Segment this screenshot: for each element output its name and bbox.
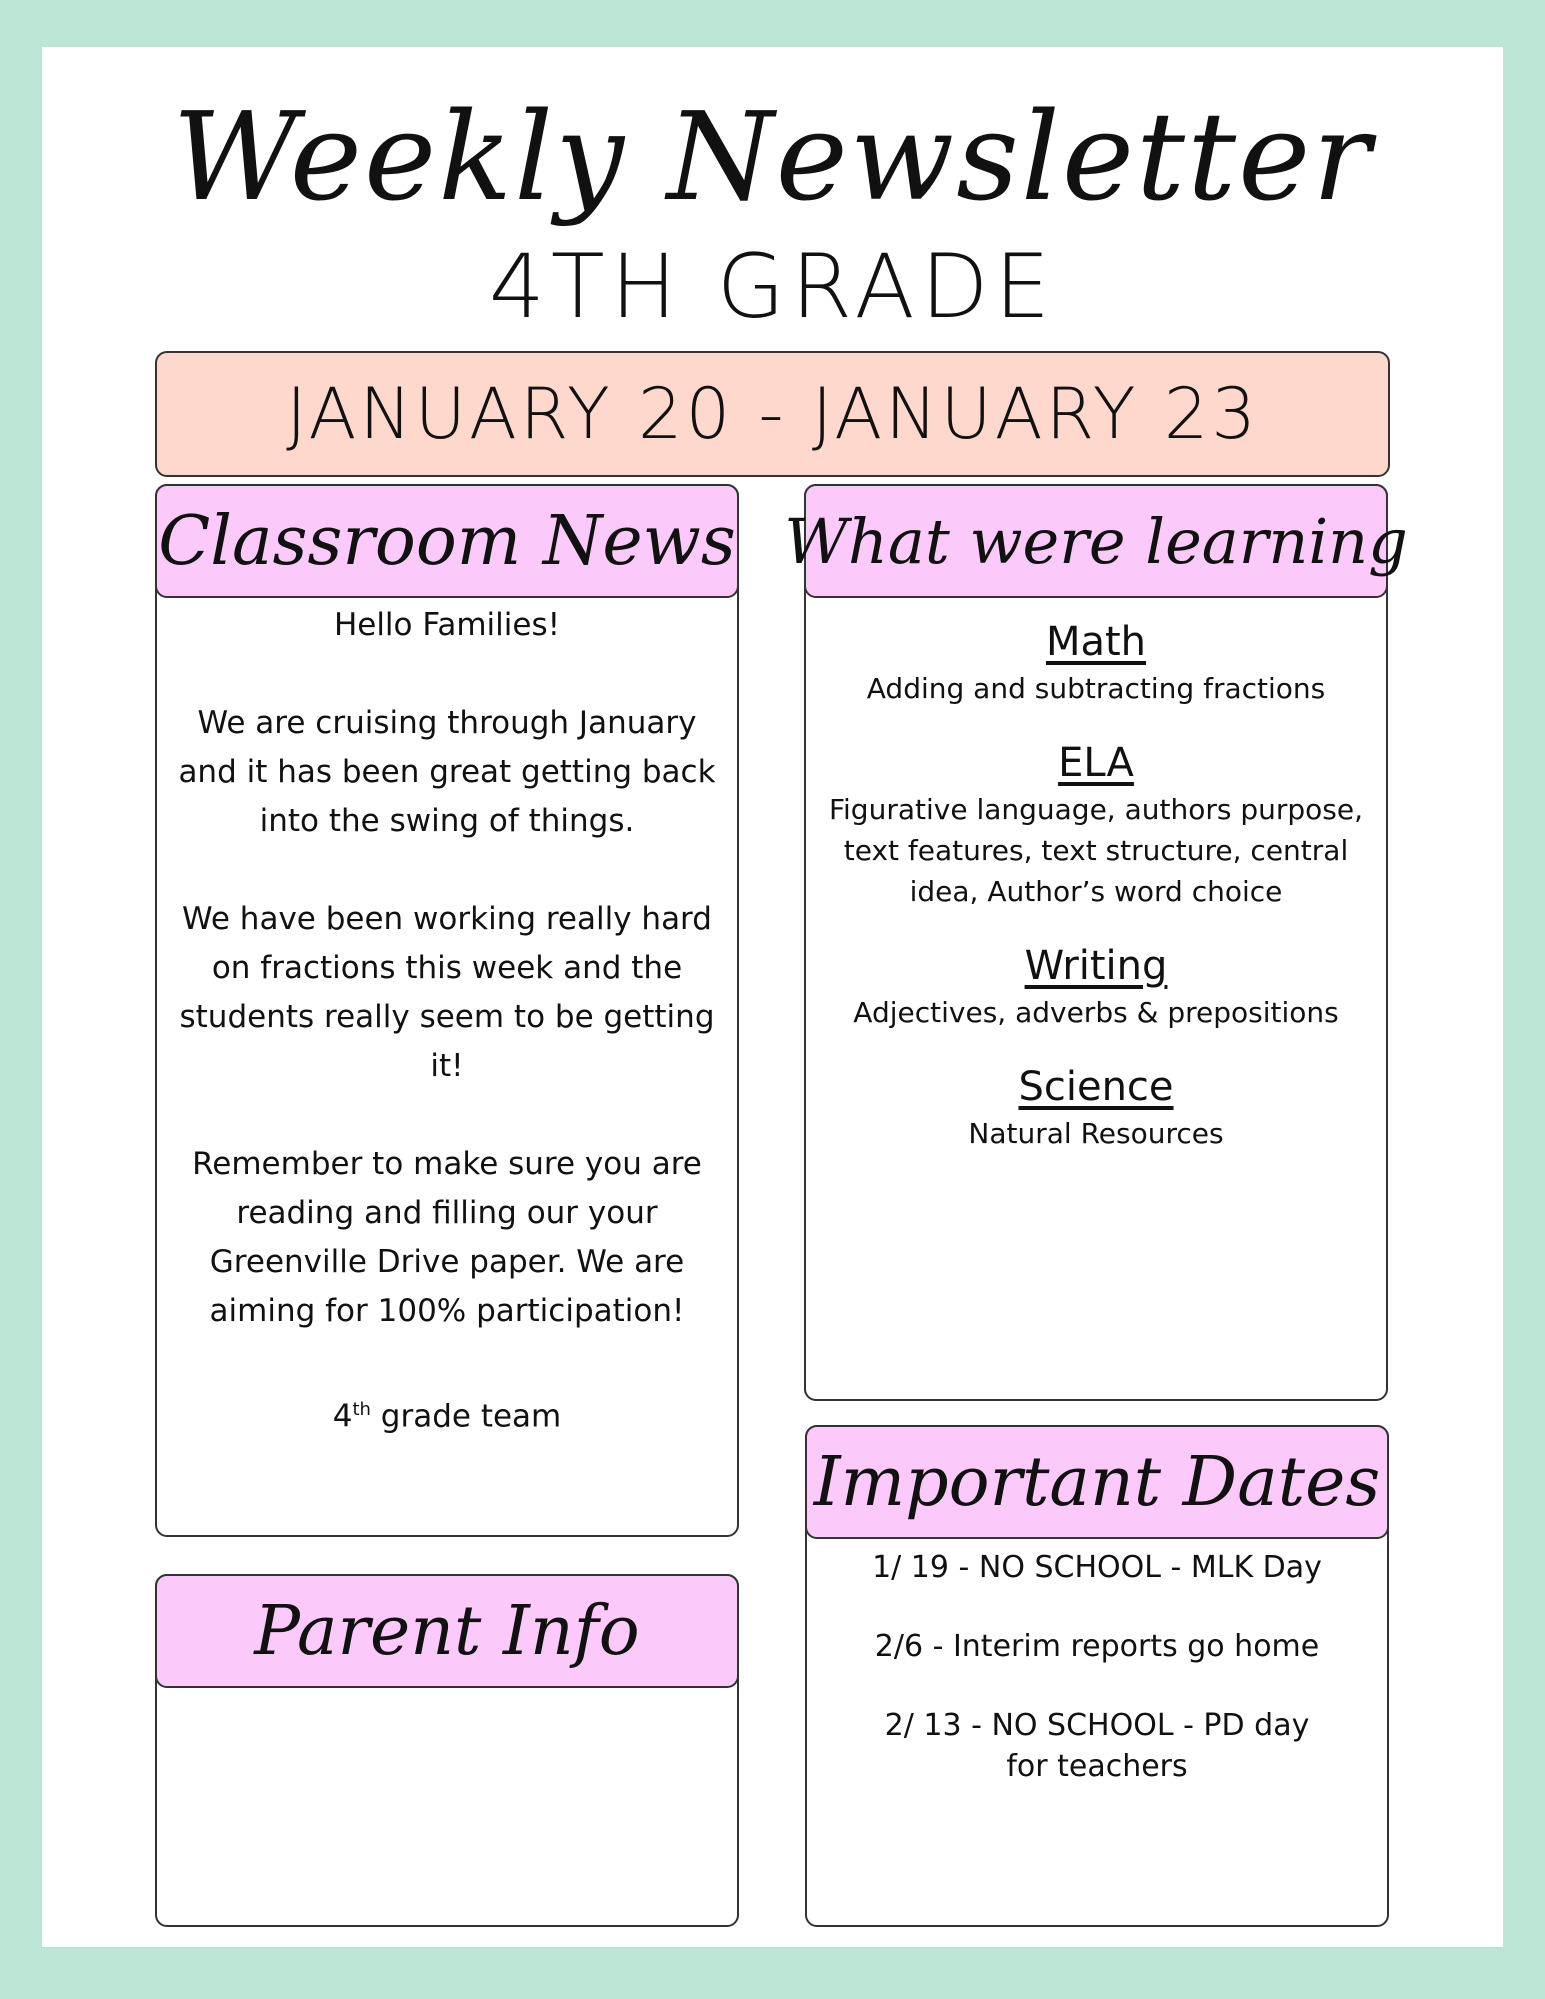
learning-subject-text: Figurative language, authors purpose, text features, text structure, central idea, Author’s word choice — [828, 793, 1364, 908]
learning-item-science — [820, 1061, 1372, 1154]
news-paragraph-3: Remember to make sure you are reading and filling our your Greenville Drive paper. We are aiming for 100% participation! — [192, 1146, 702, 1329]
news-signoff — [171, 1385, 723, 1441]
news-paragraph-1: We are cruising through January and it has been great getting back into the swing of things. — [178, 705, 716, 839]
important-dates-heading: Important Dates — [805, 1425, 1389, 1539]
learning-body — [820, 616, 1372, 1182]
learning-heading: What were learning — [804, 484, 1388, 598]
parent-info-card — [155, 1574, 739, 1927]
learning-subject-title: Writing — [1024, 943, 1168, 989]
classroom-news-card — [155, 484, 739, 1537]
classroom-news-heading: Classroom News — [155, 484, 739, 598]
date-item: 2/6 - Interim reports go home — [874, 1629, 1320, 1664]
learning-item-math — [820, 616, 1372, 709]
learning-item-writing — [820, 940, 1372, 1033]
learning-card — [784, 484, 1408, 1401]
important-dates-card — [805, 1425, 1389, 1927]
learning-subject-title: Math — [1045, 619, 1147, 665]
learning-subject-title: Science — [1018, 1064, 1174, 1110]
date-range-text: JANUARY 20 - JANUARY 23 — [286, 373, 1259, 455]
grade-subtitle: 4TH GRADE — [488, 235, 1057, 338]
learning-subject-text: Natural Resources — [968, 1117, 1224, 1150]
signoff-text: grade team — [370, 1398, 562, 1435]
learning-subject-title: ELA — [1058, 740, 1134, 786]
date-range-banner — [155, 351, 1390, 477]
parent-info-heading: Parent Info — [155, 1574, 739, 1688]
signoff-number: 4 — [332, 1398, 353, 1435]
signoff-superscript: th — [352, 1399, 371, 1420]
date-item: 1/ 19 - NO SCHOOL - MLK Day — [872, 1550, 1322, 1585]
date-item: 2/ 13 - NO SCHOOL - PD day for teachers — [884, 1708, 1310, 1784]
newsletter-page — [42, 47, 1503, 1947]
learning-subject-text: Adjectives, adverbs & prepositions — [853, 996, 1339, 1029]
news-paragraph-2: We have been working really hard on fractions this week and the students really seem to be getting it! — [179, 901, 715, 1084]
learning-item-ela — [820, 737, 1372, 912]
learning-subject-text: Adding and subtracting fractions — [866, 672, 1326, 705]
classroom-news-body — [171, 601, 723, 1490]
greeting-text: Hello Families! — [333, 607, 561, 643]
important-dates-body — [821, 1547, 1373, 1825]
newsletter-title: Weekly Newsletter — [172, 86, 1373, 228]
